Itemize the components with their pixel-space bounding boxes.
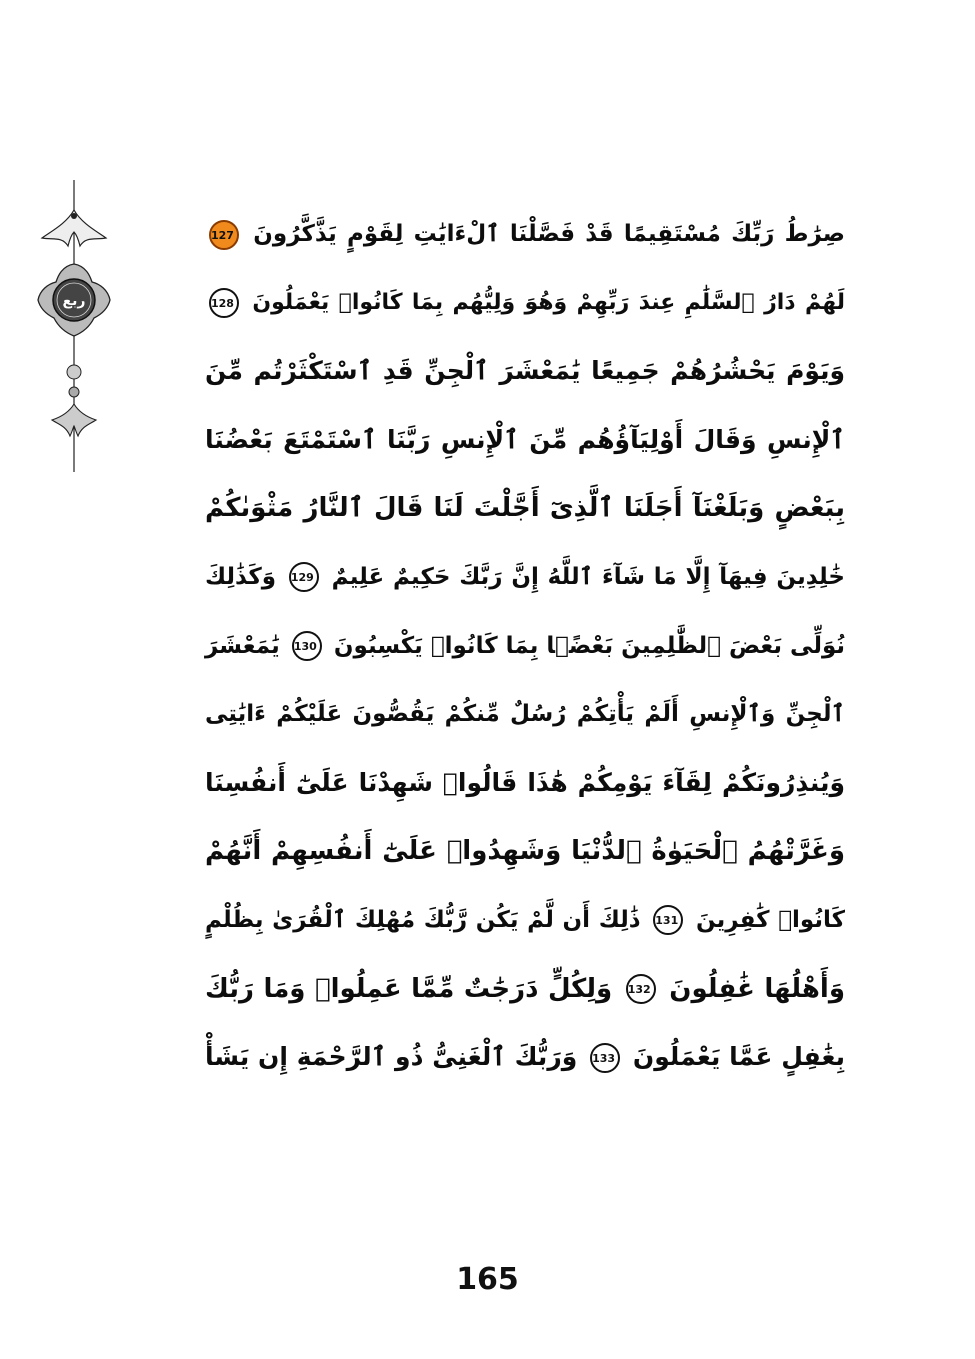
verse-text: يَٰمَعْشَرَ — [205, 632, 280, 659]
ayah-number-marker: 132 — [626, 974, 656, 1004]
verse-line — [205, 886, 845, 955]
verse-text: ٱلْجِنِّ وَٱلْإِنسِ أَلَمْ يَأْتِكُمْ رُسُلٌ مِّنكُمْ يَقُصُّونَ عَلَيْكُمْ ءَايَٰتِى — [205, 701, 845, 728]
verse-text: وَيُنذِرُونَكُمْ لِقَآءَ يَوْمِكُمْ هَٰذَا قَالُوا۟ شَهِدْنَا عَلَىٰٓ أَنفُسِنَا — [205, 767, 845, 797]
verse-text: وَكَذَٰلِكَ — [205, 563, 277, 590]
verse-line — [205, 543, 845, 612]
verse-text: وَأَهْلُهَا غَٰفِلُونَ — [669, 973, 845, 1004]
verse-text: وَيَوْمَ يَحْشُرُهُمْ جَمِيعًا يَٰمَعْشَرَ ٱلْجِنِّ قَدِ ٱسْتَكْثَرْتُم مِّنَ — [205, 356, 845, 386]
ayah-number-marker: 129 — [289, 562, 319, 592]
verse-line — [205, 817, 845, 886]
verse-line — [205, 680, 845, 749]
page-number: 165 — [456, 1262, 519, 1297]
verse-line — [205, 406, 845, 475]
rub-label: ربع — [62, 293, 86, 309]
verse-text: وَرَبُّكَ ٱلْغَنِىُّ ذُو ٱلرَّحْمَةِ إِن يَشَأْ — [205, 1042, 578, 1072]
verse-text: ٱلْإِنسِ وَقَالَ أَوْلِيَآؤُهُم مِّنَ ٱلْإِنسِ رَبَّنَا ٱسْتَمْتَعَ بَعْضُنَا — [205, 424, 845, 454]
rub-hizb-ornament-icon — [28, 180, 120, 472]
verse-text: صِرَٰطُ رَبِّكَ مُسْتَقِيمًا قَدْ فَصَّلْنَا ٱلْءَايَٰتِ لِقَوْمٍ يَذَّكَّرُونَ — [253, 221, 845, 247]
verse-lines — [205, 200, 845, 1092]
verse-text: كَانُوا۟ كَٰفِرِينَ — [695, 906, 845, 933]
verse-line — [205, 955, 845, 1024]
verse-text: وَلِكُلٍّ دَرَجَٰتٌ مِّمَّا عَمِلُوا۟ وَمَا رَبُّكَ — [205, 973, 613, 1004]
verse-line — [205, 269, 845, 338]
verse-line — [205, 337, 845, 406]
verse-text: بِغَٰفِلٍ عَمَّا يَعْمَلُونَ — [632, 1042, 845, 1072]
verse-text: ذَٰلِكَ أَن لَّمْ يَكُن رَّبُّكَ مُهْلِكَ ٱلْقُرَىٰ بِظُلْمٍ — [205, 906, 641, 933]
verse-line — [205, 200, 845, 269]
verse-line — [205, 474, 845, 543]
verse-line — [205, 749, 845, 818]
ayah-number-marker: 130 — [292, 631, 322, 661]
ayah-number-marker: 133 — [590, 1043, 620, 1073]
verse-line — [205, 612, 845, 681]
verse-text: خَٰلِدِينَ فِيهَآ إِلَّا مَا شَآءَ ٱللَّهُ إِنَّ رَبَّكَ حَكِيمٌ عَلِيمٌ — [331, 563, 845, 590]
ayah-number-marker: 128 — [209, 288, 239, 318]
verse-text: بِبَعْضٍ وَبَلَغْنَآ أَجَلَنَا ٱلَّذِىٓ أَجَّلْتَ لَنَا قَالَ ٱلنَّارُ مَثْوَىٰكُمْ — [205, 493, 845, 524]
verse-line — [205, 1023, 845, 1092]
ayah-number-marker: 131 — [653, 905, 683, 935]
verse-text: نُوَلِّى بَعْضَ ٱلظَّٰلِمِينَ بَعْضًۢا بِمَا كَانُوا۟ يَكْسِبُونَ — [333, 632, 846, 659]
verse-text: وَغَرَّتْهُمُ ٱلْحَيَوٰةُ ٱلدُّنْيَا وَشَهِدُوا۟ عَلَىٰٓ أَنفُسِهِمْ أَنَّهُمْ — [205, 836, 845, 867]
verse-text: لَهُمْ دَارُ ٱلسَّلَٰمِ عِندَ رَبِّهِمْ وَهُوَ وَلِيُّهُم بِمَا كَانُوا۟ يَعْمَلُونَ — [252, 289, 845, 315]
ayah-number-marker: 127 — [209, 220, 239, 250]
